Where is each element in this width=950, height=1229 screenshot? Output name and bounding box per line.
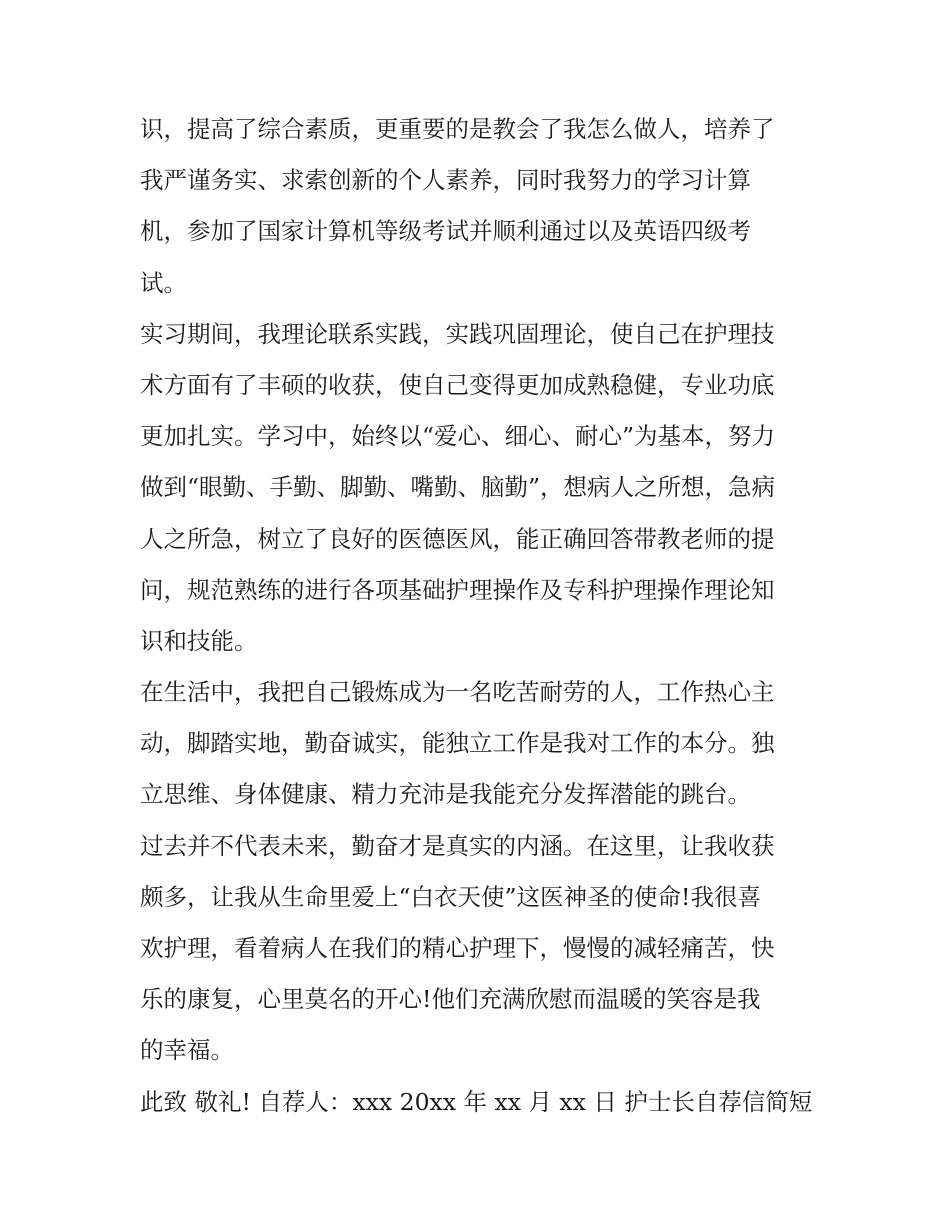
text-line: 过去并不代表未来，勤奋才是真实的内涵。在这里，让我收获 xyxy=(140,831,775,860)
text-line: 机，参加了国家计算机等级考试并顺利通过以及英语四级考 xyxy=(140,217,751,246)
document-body xyxy=(140,104,820,1128)
text-line: 术方面有了丰硕的收获，使自己变得更加成熟稳健，专业功底 xyxy=(140,370,775,399)
text-line: 动，脚踏实地，勤奋诚实，能独立工作是我对工作的本分。独 xyxy=(140,729,775,758)
text-line: 问，规范熟练的进行各项基础护理操作及专科护理操作理论知 xyxy=(140,575,775,604)
text-line: 识，提高了综合素质，更重要的是教会了我怎么做人，培养了 xyxy=(140,115,775,143)
text-line: 颇多，让我从生命里爱上“白衣天使”这医神圣的使命!我很喜 xyxy=(140,882,761,911)
text-line: 实习期间，我理论联系实践，实践巩固理论，使自己在护理技 xyxy=(140,319,775,348)
text-line: 此致 敬礼! 自荐人：xxx 20xx 年 xx 月 xx 日 护士长自荐信简短 xyxy=(140,1087,813,1116)
text-line: 我严谨务实、求索创新的个人素养，同时我努力的学习计算 xyxy=(140,166,751,195)
text-line: 的幸福。 xyxy=(140,1036,234,1065)
text-line: 乐的康复，心里莫名的开心!他们充满欣慰而温暖的笑容是我 xyxy=(140,985,761,1014)
text-line: 试。 xyxy=(140,268,187,297)
text-line: 做到“眼勤、手勤、脚勤、嘴勤、脑勤”，想病人之所想，急病 xyxy=(140,473,776,502)
text-line: 更加扎实。学习中，始终以“爱心、细心、耐心”为基本，努力 xyxy=(140,422,776,451)
text-line: 立思维、身体健康、精力充沛是我能充分发挥潜能的跳台。 xyxy=(140,780,751,809)
text-line: 欢护理，看着病人在我们的精心护理下，慢慢的减轻痛苦，快 xyxy=(140,934,775,962)
text-line: 在生活中，我把自己锻炼成为一名吃苦耐劳的人，工作热心主 xyxy=(140,678,775,707)
text-line: 识和技能。 xyxy=(140,626,258,655)
text-line: 人之所急，树立了良好的医德医风，能正确回答带教老师的提 xyxy=(140,524,775,553)
